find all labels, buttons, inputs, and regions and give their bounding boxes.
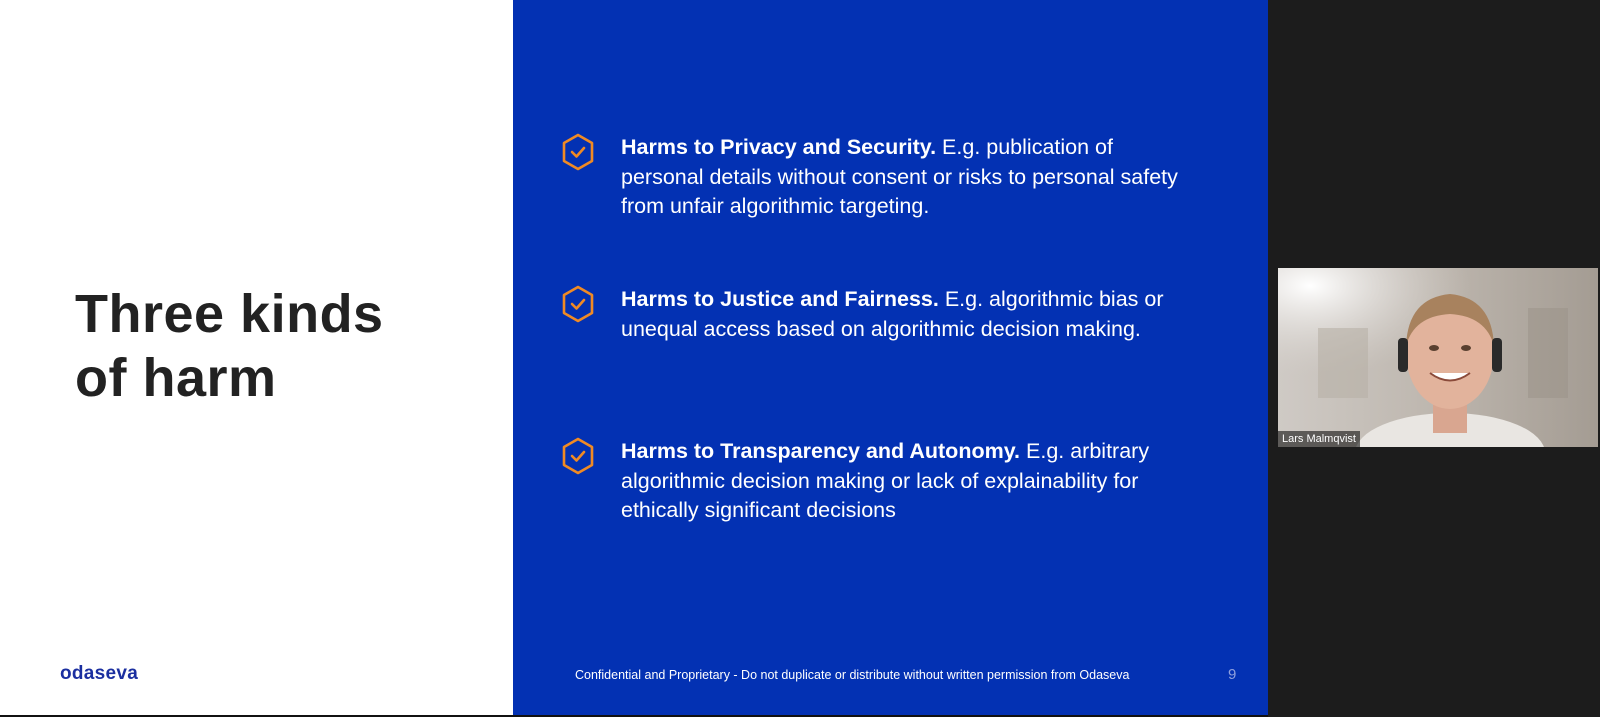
slide-footer: Confidential and Proprietary - Do not duplicate or distribute without written permission from Odaseva (575, 668, 1130, 682)
harm-text: E.g. arbitrary algorithmic decision making or lack of explainability for ethically significant decisions (621, 439, 1150, 522)
slide-title (75, 282, 495, 410)
harm-text: E.g. algorithmic bias or unequal access based on algorithmic decision making. (621, 287, 1164, 341)
participant-video-feed (1278, 268, 1598, 447)
harm-text: E.g. publication of personal details without consent or risks to personal safety from unfair algorithmic targeting. (621, 135, 1178, 218)
hexagon-check-icon (561, 437, 595, 475)
harm-heading: Harms to Privacy and Security. (621, 135, 937, 159)
slide-right-panel (513, 0, 1268, 715)
odaseva-logo: odaseva (60, 663, 139, 684)
harm-heading: Harms to Transparency and Autonomy. (621, 439, 1021, 463)
harm-description (621, 133, 1201, 222)
harm-heading: Harms to Justice and Fairness. (621, 287, 939, 311)
slide-title-line1: Three kinds (75, 284, 384, 344)
slide-left-panel (0, 0, 513, 715)
participant-video-tile[interactable] (1278, 268, 1598, 447)
hexagon-check-icon (561, 285, 595, 323)
slide-page-number: 9 (1228, 666, 1237, 683)
slide-title-line2: of harm (75, 348, 277, 408)
harm-description (621, 437, 1201, 526)
harm-description (621, 285, 1201, 344)
hexagon-check-icon (561, 133, 595, 171)
participant-name-label: Lars Malmqvist (1278, 431, 1360, 447)
